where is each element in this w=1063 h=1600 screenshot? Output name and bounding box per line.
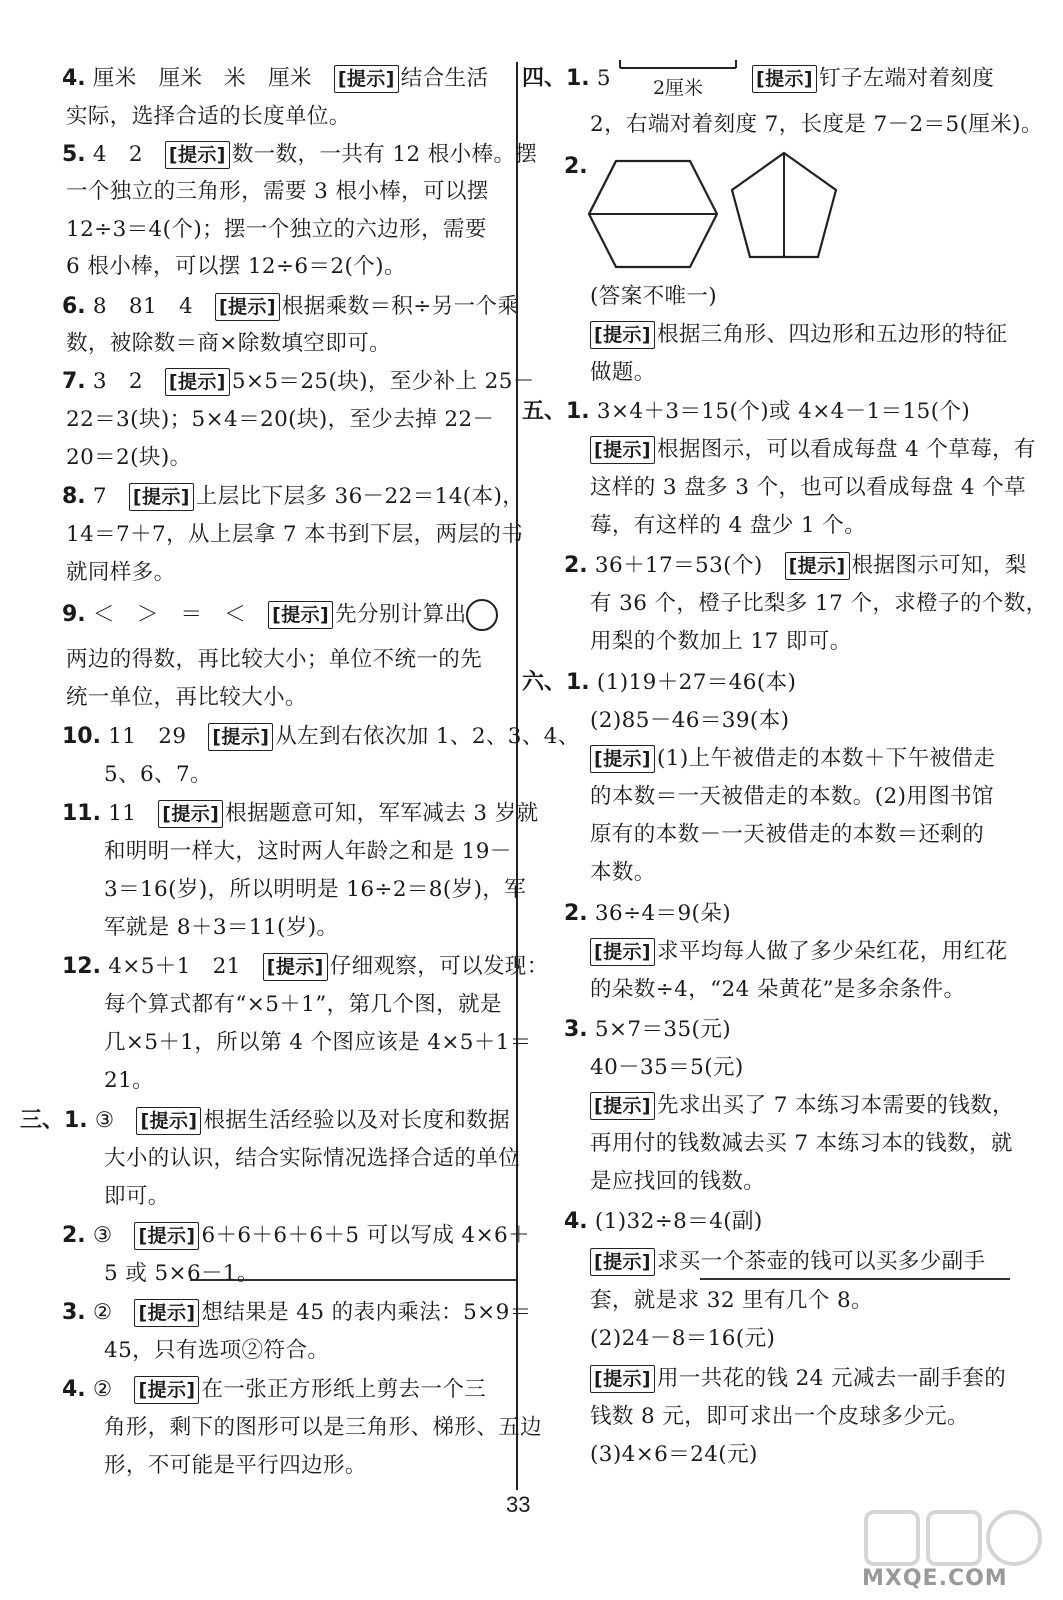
line-text: 这样的 3 盘多 3 个，也可以看成每盘 4 个草: [590, 475, 1027, 500]
line-text: 求买一个茶壶的钱可以买多少副手: [656, 1249, 986, 1274]
item-number: 2.: [564, 553, 588, 578]
line-text: 6＋6＋6＋6＋5 可以写成 4×6＋: [201, 1223, 530, 1248]
right-line: [590, 1165, 765, 1199]
hint-label: [提示]: [165, 368, 230, 396]
line-text: ③: [85, 1223, 135, 1248]
line-text: 和明明一样大，这时两人年龄之和是 19－: [104, 839, 512, 864]
line-text: 形，不可能是平行四边形。: [104, 1453, 367, 1478]
line-text: 根据图示，可以看成每盘 4 个草莓，有: [656, 437, 1036, 462]
line-text: 求平均每人做了多少朵红花，用红花: [656, 939, 1008, 964]
left-line: [66, 441, 192, 475]
line-text: 4×5＋1 21: [100, 954, 263, 979]
line-text: 14＝7＋7，从上层拿 7 本书到下层，两层的书: [66, 522, 524, 547]
ruler-diagram: [618, 58, 738, 104]
line-text: 是应找回的钱数。: [590, 1169, 766, 1194]
line-text: 3 2: [85, 369, 165, 394]
right-line: [590, 1127, 1013, 1161]
line-text: 有 36 个，橙子比梨多 17 个，求橙子的个数，: [590, 591, 1048, 616]
left-line: [104, 873, 526, 907]
item-number: 5.: [62, 142, 86, 167]
line-text: 40－35＝5(元): [590, 1055, 744, 1080]
right-line: [590, 280, 717, 314]
line-text: 想结果是 45 的表内乘法：5×9＝: [201, 1300, 532, 1325]
line-text: 6 根小棒，可以摆 12÷6＝2(个)。: [66, 254, 406, 279]
line-text: 根据题意可知，军军减去 3 岁就: [225, 801, 539, 826]
right-line: [590, 108, 1043, 142]
line-text: 仔细观察，可以发现：: [329, 954, 549, 979]
line-text: 两边的得数，再比较大小；单位不统一的先: [66, 647, 483, 672]
line-text: 根据三角形、四边形和五边形的特征: [656, 322, 1008, 347]
left-line: [104, 835, 512, 869]
right-line: [590, 356, 656, 390]
hint-label: [提示]: [134, 1376, 199, 1404]
line-text: 再用付的钱数减去买 7 本练习本的钱数，就: [590, 1131, 1013, 1156]
left-line: [66, 175, 489, 209]
line-text: 3＝16(岁)，所以明明是 16÷2＝8(岁)，军: [104, 877, 527, 902]
line-text: 7: [85, 484, 129, 509]
line-text: ③: [87, 1108, 137, 1133]
hint-label: [提示]: [590, 1092, 655, 1120]
right-line: [590, 1438, 758, 1472]
left-line: [62, 797, 539, 831]
line-text: 5×5＝25(块)，至少补上 25－: [231, 369, 535, 394]
line-text: (2)24－8＝16(元): [590, 1326, 776, 1351]
item-number: 11.: [62, 801, 101, 826]
left-line: [62, 62, 488, 96]
item-number: 4.: [62, 66, 86, 91]
right-line: [590, 935, 1007, 969]
left-line: [62, 1373, 486, 1407]
shape-pentagon-divided: [728, 150, 840, 260]
hint-label: [提示]: [334, 65, 399, 93]
line-text: ②: [85, 1300, 135, 1325]
right-line: [564, 1205, 763, 1239]
line-text: 原有的本数－一天被借走的本数＝还剩的: [590, 822, 985, 847]
hint-label: [提示]: [215, 293, 280, 321]
left-line: [62, 1219, 530, 1253]
item-number: 8.: [62, 484, 86, 509]
left-line: [104, 1142, 520, 1176]
line-text: 的本数＝一天被借走的本数。(2)用图书馆: [590, 784, 994, 809]
line-text: 做题。: [590, 360, 656, 385]
line-text: 钉子左端对着刻度: [818, 66, 995, 91]
line-text: 36÷4＝9(朵): [587, 901, 732, 926]
left-line: [62, 290, 519, 324]
item-number: 4.: [564, 1209, 588, 1234]
hint-label: [提示]: [165, 141, 230, 169]
right-line: [590, 856, 656, 890]
item-number: 2.: [62, 1223, 86, 1248]
line-text: 先分别计算出: [335, 602, 467, 627]
line-text: 角形，剩下的图形可以是三角形、梯形、五边: [104, 1415, 543, 1440]
hint-label: [提示]: [134, 1299, 199, 1327]
line-text: 2，右端对着刻度 7，长度是 7－2＝5(厘米)。: [590, 112, 1043, 137]
line-text: (3)4×6＝24(元): [590, 1442, 758, 1467]
right-line: [522, 395, 970, 429]
hint-label: [提示]: [263, 953, 328, 981]
line-text: 数，被除数＝商×除数填空即可。: [66, 331, 392, 356]
line-text: 每个算式都有“×5＋1”，第几个图，就是: [104, 992, 502, 1017]
line-text: 即可。: [104, 1184, 170, 1209]
left-line: [20, 1104, 510, 1138]
right-line: [590, 625, 852, 659]
left-line: [104, 1026, 532, 1060]
line-text: (2)85－46＝39(本): [590, 708, 790, 733]
hint-label: [提示]: [590, 436, 655, 464]
left-line: [62, 480, 524, 514]
hint-label: [提示]: [208, 723, 273, 751]
line-text: 11: [100, 801, 159, 826]
left-line: [66, 681, 307, 715]
left-line: [62, 138, 537, 172]
left-line: [104, 1180, 170, 1214]
right-line: [590, 587, 1048, 621]
line-text: 4 2: [85, 142, 165, 167]
hint-label: [提示]: [158, 800, 223, 828]
column-divider: [516, 62, 518, 1490]
item-number: 四、1.: [522, 66, 590, 91]
line-text: 45，只有选项②符合。: [104, 1338, 330, 1363]
item-number: 3.: [62, 1300, 86, 1325]
line-text: 大小的认识，结合实际情况选择合适的单位: [104, 1146, 521, 1171]
left-line: [104, 1411, 542, 1445]
line-text: 就同样多。: [66, 560, 176, 585]
line-text: 在一张正方形纸上剪去一个三: [201, 1377, 487, 1402]
left-line: [104, 1064, 154, 1098]
line-text: 钱数 8 元，即可求出一个皮球多少元。: [590, 1404, 969, 1429]
right-line: [590, 1400, 969, 1434]
left-line: [62, 598, 498, 632]
left-line: [66, 250, 406, 284]
line-text: 几×5＋1，所以第 4 个图应该是 4×5＋1＝: [104, 1030, 532, 1055]
left-line: [62, 365, 535, 399]
line-text: 根据乘数＝积÷另一个乘: [281, 294, 520, 319]
item-number: 10.: [62, 724, 101, 749]
line-text: ＜ ＞ ＝ ＜: [85, 602, 269, 627]
right-line: [590, 1051, 744, 1085]
circle-placeholder-icon: [466, 599, 498, 631]
item-number: 6.: [62, 294, 86, 319]
line-text: 实际，选择合适的长度单位。: [66, 104, 351, 129]
line-text: 5、6、7。: [104, 762, 212, 787]
line-text: 上层比下层多 36－22＝14(本)，: [195, 484, 525, 509]
left-line: [104, 1449, 367, 1483]
page-number: 33: [506, 1492, 531, 1517]
left-line: [62, 1296, 532, 1330]
left-line: [62, 720, 580, 754]
right-line: [564, 549, 1027, 583]
line-text: 5 或 5×6－1。: [104, 1261, 259, 1286]
item-number: 六、1.: [522, 670, 590, 695]
item-number: 五、1.: [522, 399, 590, 424]
hint-label: [提示]: [590, 1365, 655, 1393]
right-line: [564, 897, 731, 931]
hint-label: [提示]: [590, 745, 655, 773]
line-text: 21。: [104, 1068, 155, 1093]
line-text: 厘米 厘米 米 厘米: [85, 66, 334, 91]
item-number: 三、1.: [20, 1108, 88, 1133]
left-line: [104, 758, 212, 792]
right-line: [590, 704, 789, 738]
line-text: 莓，有这样的 4 盘少 1 个。: [590, 513, 867, 538]
right-line: [564, 150, 588, 184]
hint-label: [提示]: [590, 938, 655, 966]
right-line: [590, 471, 1026, 505]
shape-hexagon-divided: [586, 158, 720, 270]
left-line: [104, 988, 502, 1022]
left-line: [104, 911, 338, 945]
line-text: 8 81 4: [85, 294, 215, 319]
line-text: 根据生活经验以及对长度和数据: [203, 1108, 511, 1133]
right-line: [590, 433, 1036, 467]
right-line: [522, 666, 796, 700]
hint-label: [提示]: [752, 65, 817, 93]
hint-label: [提示]: [590, 321, 655, 349]
line-text: 11 29: [100, 724, 209, 749]
item-number: 2.: [564, 154, 588, 179]
watermark-text: MXQE.COM: [862, 1566, 1008, 1591]
item-number: 9.: [62, 602, 86, 627]
hint-label: [提示]: [590, 1248, 655, 1276]
right-line: [752, 62, 994, 96]
hint-label: [提示]: [785, 552, 850, 580]
line-text: 套，就是求 32 里有几个 8。: [590, 1288, 873, 1313]
left-line: [66, 327, 391, 361]
ruler-label: 2厘米: [652, 77, 704, 99]
line-text: 5×7＝35(元): [587, 1017, 732, 1042]
item-number: 4.: [62, 1377, 86, 1402]
line-text: 数一数，一共有 12 根小棒。摆: [231, 142, 538, 167]
item-number: 2.: [564, 901, 588, 926]
line-text: 结合生活: [400, 66, 489, 91]
left-line: [66, 213, 487, 247]
left-line: [66, 518, 523, 552]
line-text: 从左到右依次加 1、2、3、4、: [275, 724, 580, 749]
left-line: [66, 643, 482, 677]
line-text: 5: [589, 66, 611, 91]
line-text: 3×4＋3＝15(个)或 4×4－1＝15(个): [589, 399, 971, 424]
left-line: [66, 403, 494, 437]
right-line: [590, 318, 1007, 352]
hint-label: [提示]: [268, 601, 333, 629]
line-text: (答案不唯一): [590, 284, 718, 309]
line-text: 12÷3＝4(个)；摆一个独立的六边形，需要: [66, 217, 487, 242]
line-text: 22＝3(块)；5×4＝20(块)，至少去掉 22－: [66, 407, 495, 432]
right-line: [590, 1089, 1014, 1123]
right-line: [590, 509, 866, 543]
line-text: 36＋17＝53(个): [587, 553, 785, 578]
left-line: [66, 556, 176, 590]
item-number: 3.: [564, 1017, 588, 1042]
right-line: [590, 780, 994, 814]
hint-label: [提示]: [136, 1107, 201, 1135]
left-line: [62, 950, 549, 984]
line-text: 一个独立的三角形，需要 3 根小棒，可以摆: [66, 179, 489, 204]
hint-label: [提示]: [134, 1222, 199, 1250]
line-text: 用梨的个数加上 17 即可。: [590, 629, 852, 654]
right-line: [522, 62, 611, 96]
line-text: 根据图示可知，梨: [851, 553, 1027, 578]
line-text: ②: [85, 1377, 135, 1402]
line-text: 20＝2(块)。: [66, 445, 192, 470]
hint-label: [提示]: [129, 483, 194, 511]
line-text: 先求出买了 7 本练习本需要的钱数，: [656, 1093, 1015, 1118]
line-text: 的朵数÷4，“24 朵黄花”是多余条件。: [590, 977, 966, 1002]
line-text: (1)上午被借走的本数＋下午被借走: [656, 746, 996, 771]
line-text: 本数。: [590, 860, 656, 885]
line-text: 军就是 8＋3＝11(岁)。: [104, 915, 339, 940]
line-text: 统一单位，再比较大小。: [66, 685, 307, 710]
right-line: [590, 1284, 873, 1318]
left-line: [104, 1334, 329, 1368]
left-line: [104, 1257, 259, 1291]
item-number: 7.: [62, 369, 86, 394]
right-line: [564, 1013, 731, 1047]
line-text: 用一共花的钱 24 元减去一副手套的: [656, 1366, 1007, 1391]
item-number: 12.: [62, 954, 101, 979]
right-line: [590, 742, 995, 776]
left-line: [66, 100, 351, 134]
line-text: (1)19＋27＝46(本): [589, 670, 797, 695]
line-text: (1)32÷8＝4(副): [587, 1209, 763, 1234]
right-line: [590, 973, 965, 1007]
right-line: [590, 818, 984, 852]
right-line: [590, 1322, 775, 1356]
right-line: [590, 1245, 985, 1279]
right-line: [590, 1362, 1006, 1396]
